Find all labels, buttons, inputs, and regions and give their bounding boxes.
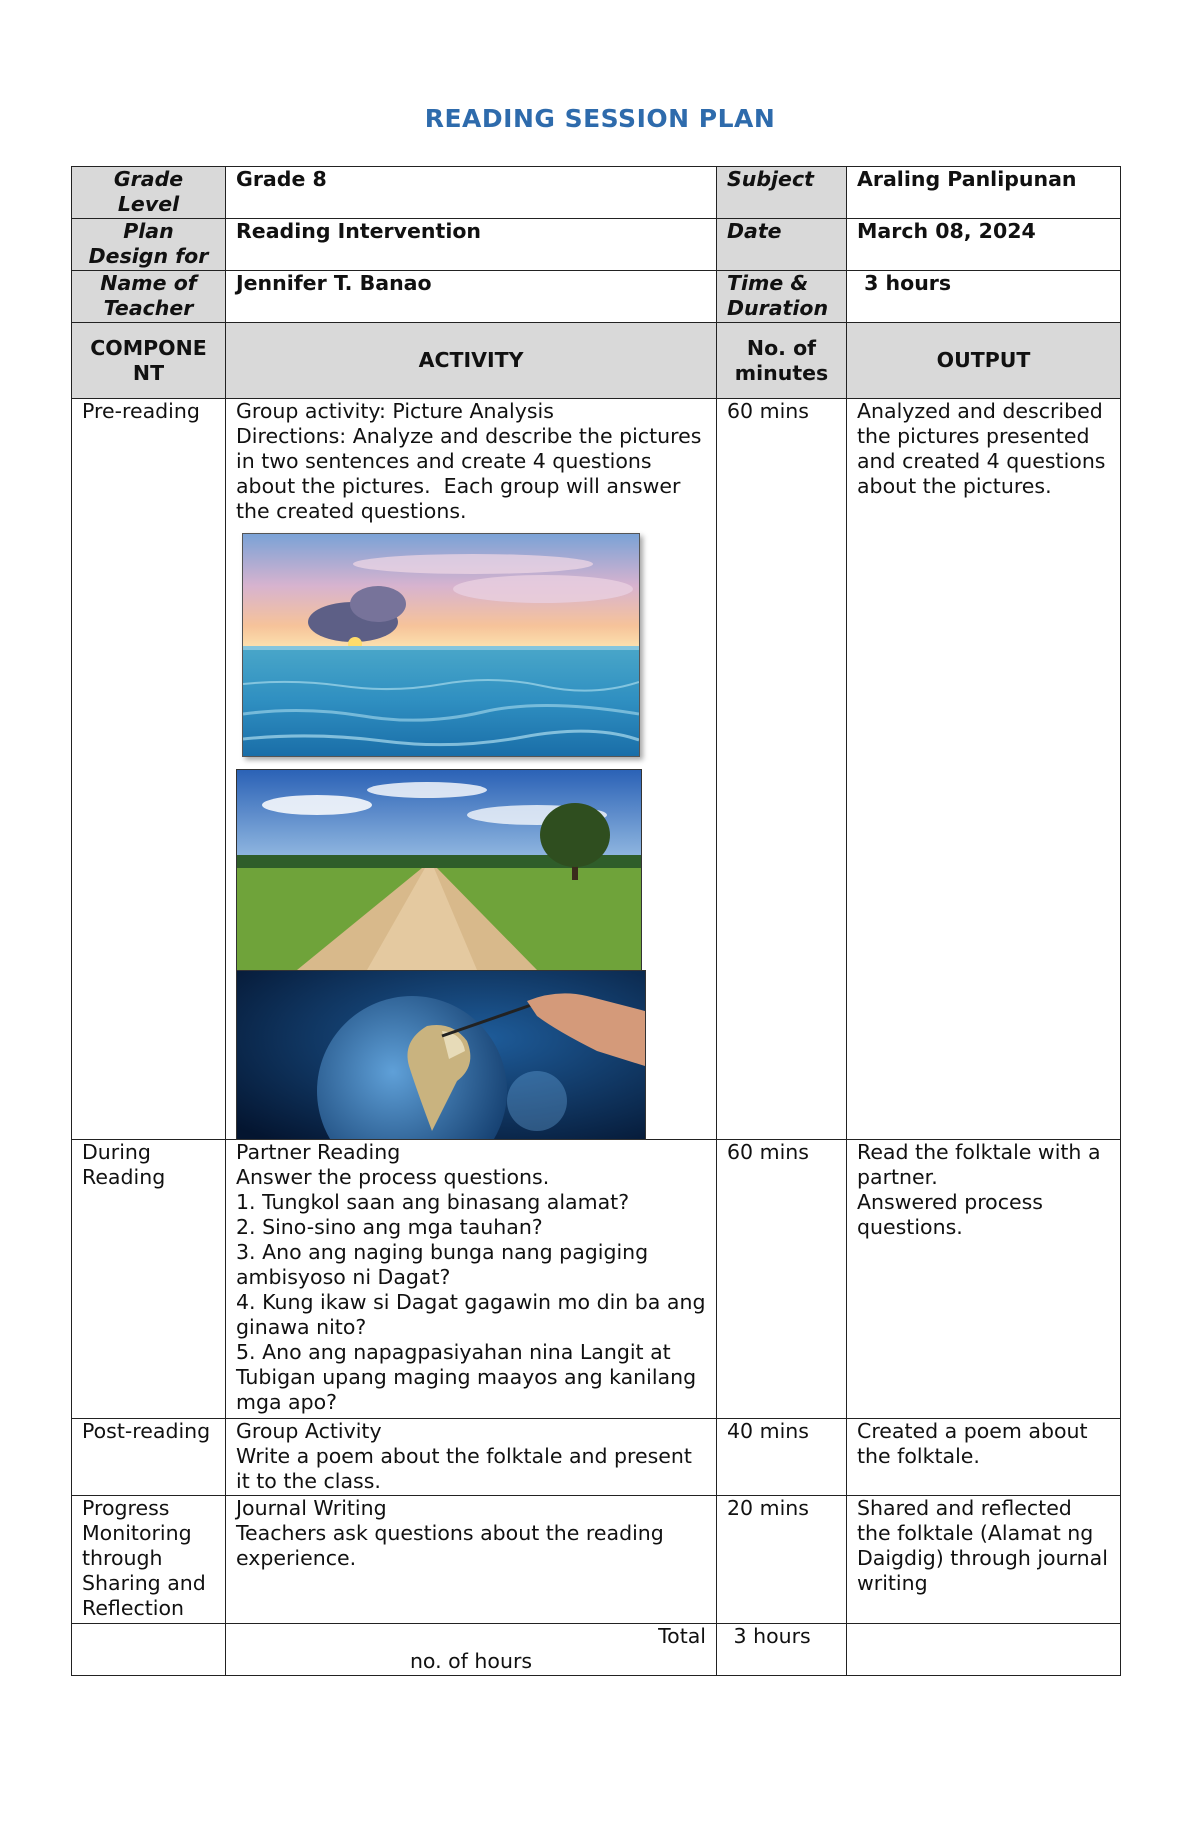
total-label-hours: no. of hours [409, 1649, 533, 1673]
component-cell: Progress Monitoring through Sharing and Reflection [72, 1496, 226, 1624]
total-label: Total [658, 1624, 706, 1648]
grade-level-label: Grade Level [72, 167, 226, 219]
activity-line: Directions: Analyze and describe the pictures in two sentences and create 4 questions about the pictures. Each group will answer the created questions. [236, 424, 708, 523]
output-cell [847, 1140, 1121, 1419]
question-item: 4. Kung ikaw si Dagat gagawin mo din ba ang ginawa nito? [236, 1290, 712, 1339]
total-output-empty-cell [847, 1624, 1121, 1676]
activity-line: Journal Writing [236, 1496, 387, 1520]
total-empty-cell [72, 1624, 226, 1676]
activity-line: Partner Reading [236, 1140, 401, 1164]
question-item: 1. Tungkol saan ang binasang alamat? [236, 1190, 630, 1214]
picture-group [236, 524, 712, 1139]
minutes-cell: 40 mins [717, 1419, 847, 1496]
activity-line: Write a poem about the folktale and present it to the class. [236, 1444, 699, 1493]
plan-design-value: Reading Intervention [226, 219, 717, 271]
table-row-post-reading [72, 1419, 1121, 1496]
question-item: 2. Sino-sino ang mga tauhan? [236, 1215, 543, 1239]
activity-line: Group Activity [236, 1419, 382, 1443]
component-cell: Pre-reading [72, 399, 226, 1140]
minutes-cell: 20 mins [717, 1496, 847, 1624]
output-cell: Created a poem about the folktale. [847, 1419, 1121, 1496]
activity-cell [226, 1140, 717, 1419]
grade-level-value: Grade 8 [226, 167, 717, 219]
info-row-grade [72, 167, 1121, 219]
component-cell: Post-reading [72, 1419, 226, 1496]
column-header-activity: ACTIVITY [226, 323, 717, 399]
date-label: Date [717, 219, 847, 271]
date-value: March 08, 2024 [847, 219, 1121, 271]
output-line: Read the folktale with a partner. [857, 1140, 1108, 1189]
table-row-during-reading [72, 1140, 1121, 1419]
column-header-component: COMPONE NT [72, 323, 226, 399]
activity-cell [226, 1496, 717, 1624]
session-plan-table [71, 166, 1121, 1676]
component-cell: During Reading [72, 1140, 226, 1419]
activity-line: Group activity: Picture Analysis [236, 399, 554, 423]
info-row-teacher [72, 271, 1121, 323]
table-row-total [72, 1624, 1121, 1676]
country-road-image [236, 769, 642, 971]
teacher-value: Jennifer T. Banao [226, 271, 717, 323]
sea-sunset-image [242, 533, 640, 757]
total-value: 3 hours [717, 1624, 847, 1676]
activity-line: Teachers ask questions about the reading experience. [236, 1521, 671, 1570]
subject-label: Subject [717, 167, 847, 219]
document-title: READING SESSION PLAN [424, 104, 776, 133]
column-header-output: OUTPUT [847, 323, 1121, 399]
minutes-cell: 60 mins [717, 399, 847, 1140]
column-header-row [72, 323, 1121, 399]
table-row-progress-monitoring [72, 1496, 1121, 1624]
activity-cell [226, 399, 717, 1140]
output-cell: Analyzed and described the pictures presented and created 4 questions about the pictures. [847, 399, 1121, 1140]
plan-design-label: Plan Design for [72, 219, 226, 271]
teacher-label: Name of Teacher [72, 271, 226, 323]
activity-line: Answer the process questions. [236, 1165, 550, 1189]
output-cell: Shared and reflected the folktale (Alamat ng Daigdig) through journal writing [847, 1496, 1121, 1624]
time-duration-value: 3 hours [847, 271, 1121, 323]
column-header-minutes: No. of minutes [717, 323, 847, 399]
total-label-cell [226, 1624, 717, 1676]
earth-painting-image [236, 970, 646, 1140]
subject-value: Araling Panlipunan [847, 167, 1121, 219]
output-line: Answered process questions. [857, 1190, 1050, 1239]
time-duration-label: Time & Duration [717, 271, 847, 323]
info-row-plan [72, 219, 1121, 271]
question-item: 3. Ano ang naging bunga nang pagiging ambisyoso ni Dagat? [236, 1240, 655, 1289]
question-item: 5. Ano ang napagpasiyahan nina Langit at Tubigan upang maging maayos ang kanilang mga apo? [236, 1340, 703, 1414]
minutes-cell: 60 mins [717, 1140, 847, 1419]
table-row-pre-reading [72, 399, 1121, 1140]
activity-cell [226, 1419, 717, 1496]
